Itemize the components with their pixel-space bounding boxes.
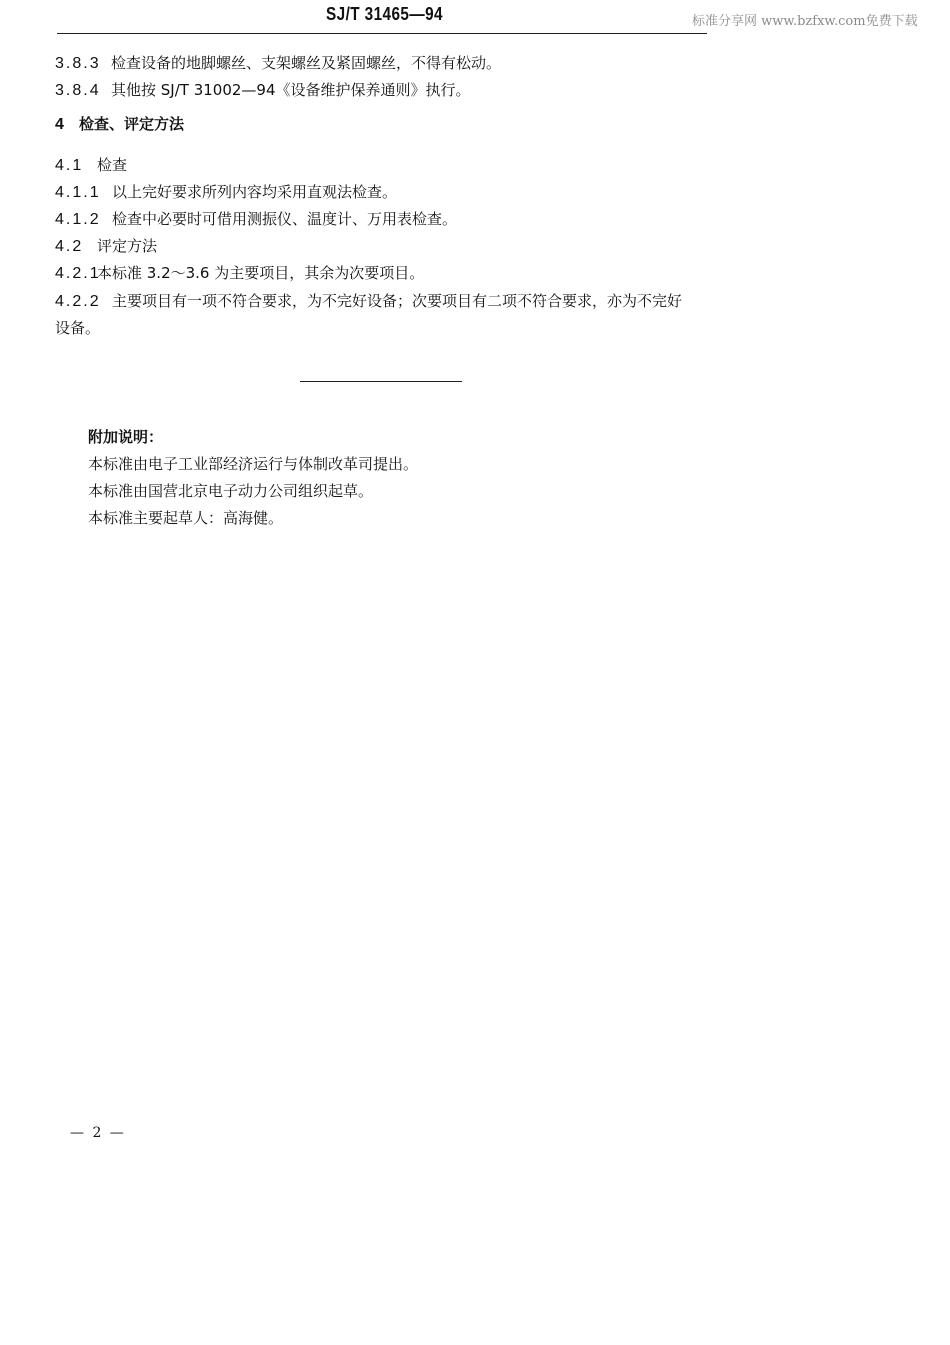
clause-number: 4.1 bbox=[55, 157, 84, 174]
clause-number: 4.2.2 bbox=[55, 293, 101, 310]
clause-text: 其他按 SJ/T 31002—94《设备维护保养通则》执行。 bbox=[111, 81, 471, 99]
clause-4-1 bbox=[55, 155, 127, 176]
notes-line: 本标准由国营北京电子动力公司组织起草。 bbox=[88, 482, 374, 500]
header-rule bbox=[57, 33, 707, 34]
clause-number: 4.1.2 bbox=[55, 211, 101, 228]
clause-3-8-4 bbox=[55, 80, 471, 101]
page-number: — 2 — bbox=[70, 1125, 126, 1141]
clause-4-1-2 bbox=[55, 209, 457, 230]
notes-title: 附加说明： bbox=[88, 428, 164, 446]
clause-text: 以上完好要求所列内容均采用直观法检查。 bbox=[112, 183, 398, 201]
clause-4-2-2 bbox=[55, 291, 682, 312]
clause-text: 评定方法 bbox=[97, 237, 158, 255]
clause-4-2-1 bbox=[55, 263, 424, 284]
clause-4-2-2-continuation: 设备。 bbox=[55, 319, 101, 337]
clause-text: 检查中必要时可借用测振仪、温度计、万用表检查。 bbox=[112, 210, 458, 228]
clause-3-8-3 bbox=[55, 53, 501, 74]
clause-4-1-1 bbox=[55, 182, 397, 203]
clause-4-2 bbox=[55, 236, 157, 257]
clause-text: 本标准 3.2～3.6 为主要项目，其余为次要项目。 bbox=[97, 264, 425, 282]
clause-text: 主要项目有一项不符合要求，为不完好设备；次要项目有二项不符合要求，亦为不完好 bbox=[112, 292, 683, 310]
section-4-heading bbox=[55, 114, 184, 135]
clause-number: 4.2 bbox=[55, 238, 84, 255]
clause-number: 3.8.3 bbox=[55, 55, 101, 72]
notes-line: 本标准主要起草人：高海健。 bbox=[88, 509, 284, 527]
section-title: 检查、评定方法 bbox=[79, 115, 185, 133]
section-number: 4 bbox=[55, 116, 66, 133]
notes-line: 本标准由电子工业部经济运行与体制改革司提出。 bbox=[88, 455, 419, 473]
clause-number: 3.8.4 bbox=[55, 82, 101, 99]
clause-text: 检查 bbox=[97, 156, 128, 174]
watermark-text: 标准分享网 www.bzfxw.com免费下载 bbox=[692, 14, 918, 29]
standard-code-header: SJ/T 31465—94 bbox=[326, 4, 443, 24]
clause-number: 4.1.1 bbox=[55, 184, 101, 201]
clause-text: 检查设备的地脚螺丝、支架螺丝及紧固螺丝，不得有松动。 bbox=[111, 54, 502, 72]
end-divider bbox=[300, 381, 462, 382]
clause-number: 4.2.1 bbox=[55, 265, 101, 282]
